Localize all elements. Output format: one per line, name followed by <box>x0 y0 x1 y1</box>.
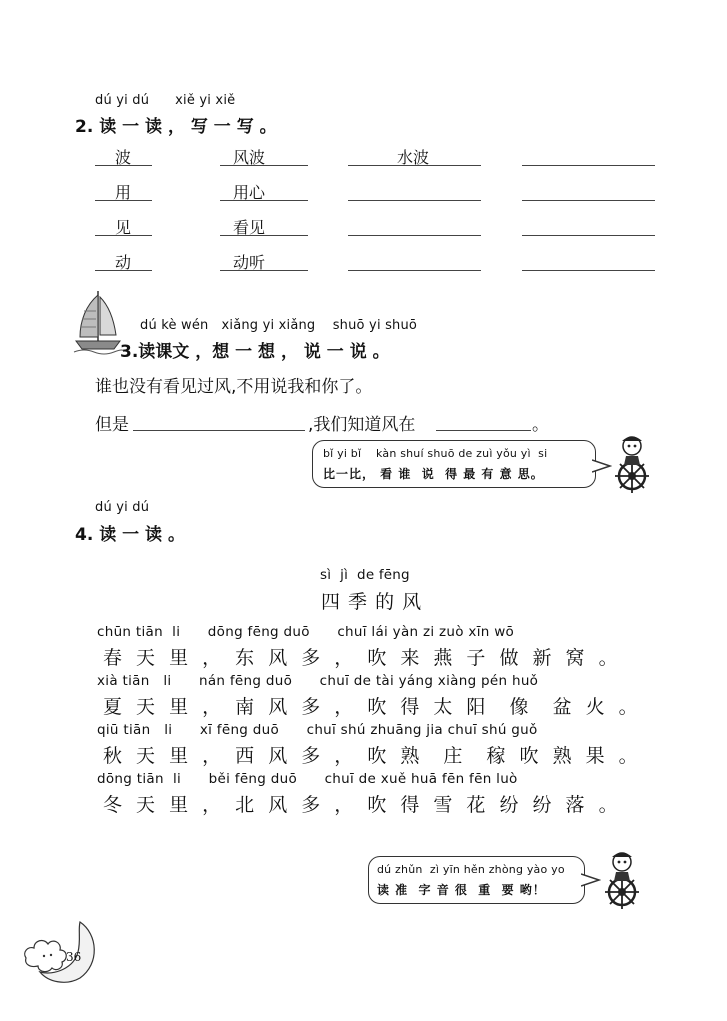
write-line[interactable] <box>522 235 655 236</box>
write-line <box>95 270 152 271</box>
poem-line-pinyin: chūn tiān li dōng fēng duō chuī lái yàn zi zuò xīn wō <box>97 624 515 640</box>
q3-sentence-2-start: 但是 <box>95 415 129 435</box>
speech-bubble-compare <box>312 440 596 488</box>
bubble-pinyin: bǐ yi bǐ kàn shuí shuō de zuì yǒu yì si <box>323 447 548 460</box>
poem-line: 春 天 里 ， 东 风 多 ， 吹 来 燕 子 做 新 窝 。 <box>103 647 622 669</box>
q2-word: 风波 <box>233 148 266 167</box>
write-line <box>220 200 308 201</box>
q2-title: 2. 读 一 读 ， 写 一 写 。 <box>75 117 277 137</box>
write-line[interactable] <box>522 200 655 201</box>
q2-char: 波 <box>115 148 132 167</box>
poem-line: 冬 天 里 ， 北 风 多 ， 吹 得 雪 花 纷 纷 落 。 <box>103 794 622 816</box>
sailor-wheel-icon <box>594 848 646 910</box>
poem-line-pinyin: qiū tiān li xī fēng duō chuī shú zhuāng jia chuī shú guǒ <box>97 722 538 738</box>
write-line[interactable] <box>348 200 481 201</box>
write-line <box>95 165 152 166</box>
poem-line: 秋 天 里 ， 西 风 多 ， 吹 熟 庄 稼 吹 熟 果 。 <box>103 745 642 767</box>
poem-title-pinyin: sì jì de fēng <box>320 567 410 583</box>
poem-line-pinyin: dōng tiān li běi fēng duō chuī de xuě huā fēn fēn luò <box>97 771 518 787</box>
q2-pinyin: dú yi dú xiě yi xiě <box>95 93 236 108</box>
write-line <box>220 235 308 236</box>
q2-word: 动听 <box>233 253 266 272</box>
write-line[interactable] <box>348 235 481 236</box>
write-line <box>220 165 308 166</box>
q3-title: 3.读课文 ，想 一 想 ， 说 一 说 。 <box>120 342 390 362</box>
write-line <box>220 270 308 271</box>
q2-word: 用心 <box>233 183 266 202</box>
q2-char: 动 <box>115 253 132 272</box>
q2-char: 用 <box>115 183 132 202</box>
bubble-pinyin: dú zhǔn zì yīn hěn zhòng yào yo <box>377 863 565 876</box>
q2-word: 看见 <box>233 218 266 237</box>
page-number: 36 <box>66 950 82 964</box>
fill-blank-2[interactable] <box>436 430 531 431</box>
poem-line-pinyin: xià tiān li nán fēng duō chuī de tài yáng xiàng pén huǒ <box>97 673 539 689</box>
sailor-wheel-icon <box>604 432 656 494</box>
q4-pinyin: dú yi dú <box>95 500 150 515</box>
fill-blank-1[interactable] <box>133 430 305 431</box>
q2-char: 见 <box>115 218 132 237</box>
write-line[interactable] <box>348 270 481 271</box>
bubble-text: 比一比， 看 谁 说 得 最 有 意 思。 <box>323 467 544 481</box>
write-line <box>95 200 152 201</box>
write-line[interactable] <box>522 165 655 166</box>
q3-pinyin: dú kè wén xiǎng yi xiǎng shuō yi shuō <box>140 318 418 333</box>
speech-bubble-pronounce <box>368 856 585 904</box>
moon-cloud-icon <box>18 918 102 986</box>
q3-sentence-2-end: 。 <box>532 415 549 435</box>
write-line <box>95 235 152 236</box>
q2-word2: 水波 <box>397 148 430 167</box>
poem-line: 夏 天 里 ， 南 风 多 ， 吹 得 太 阳 像 盆 火 。 <box>103 696 642 718</box>
bubble-text: 读 准 字 音 很 重 要 哟！ <box>377 883 546 897</box>
q3-sentence-2-mid: ,我们知道风在 <box>308 415 416 435</box>
write-line[interactable] <box>522 270 655 271</box>
write-line[interactable] <box>348 165 481 166</box>
sailboat-icon <box>72 287 124 357</box>
q3-sentence-1: 谁也没有看见过风,不用说我和你了。 <box>95 377 373 397</box>
q4-title: 4. 读 一 读 。 <box>75 525 185 545</box>
poem-title: 四 季 的 风 <box>321 591 423 613</box>
